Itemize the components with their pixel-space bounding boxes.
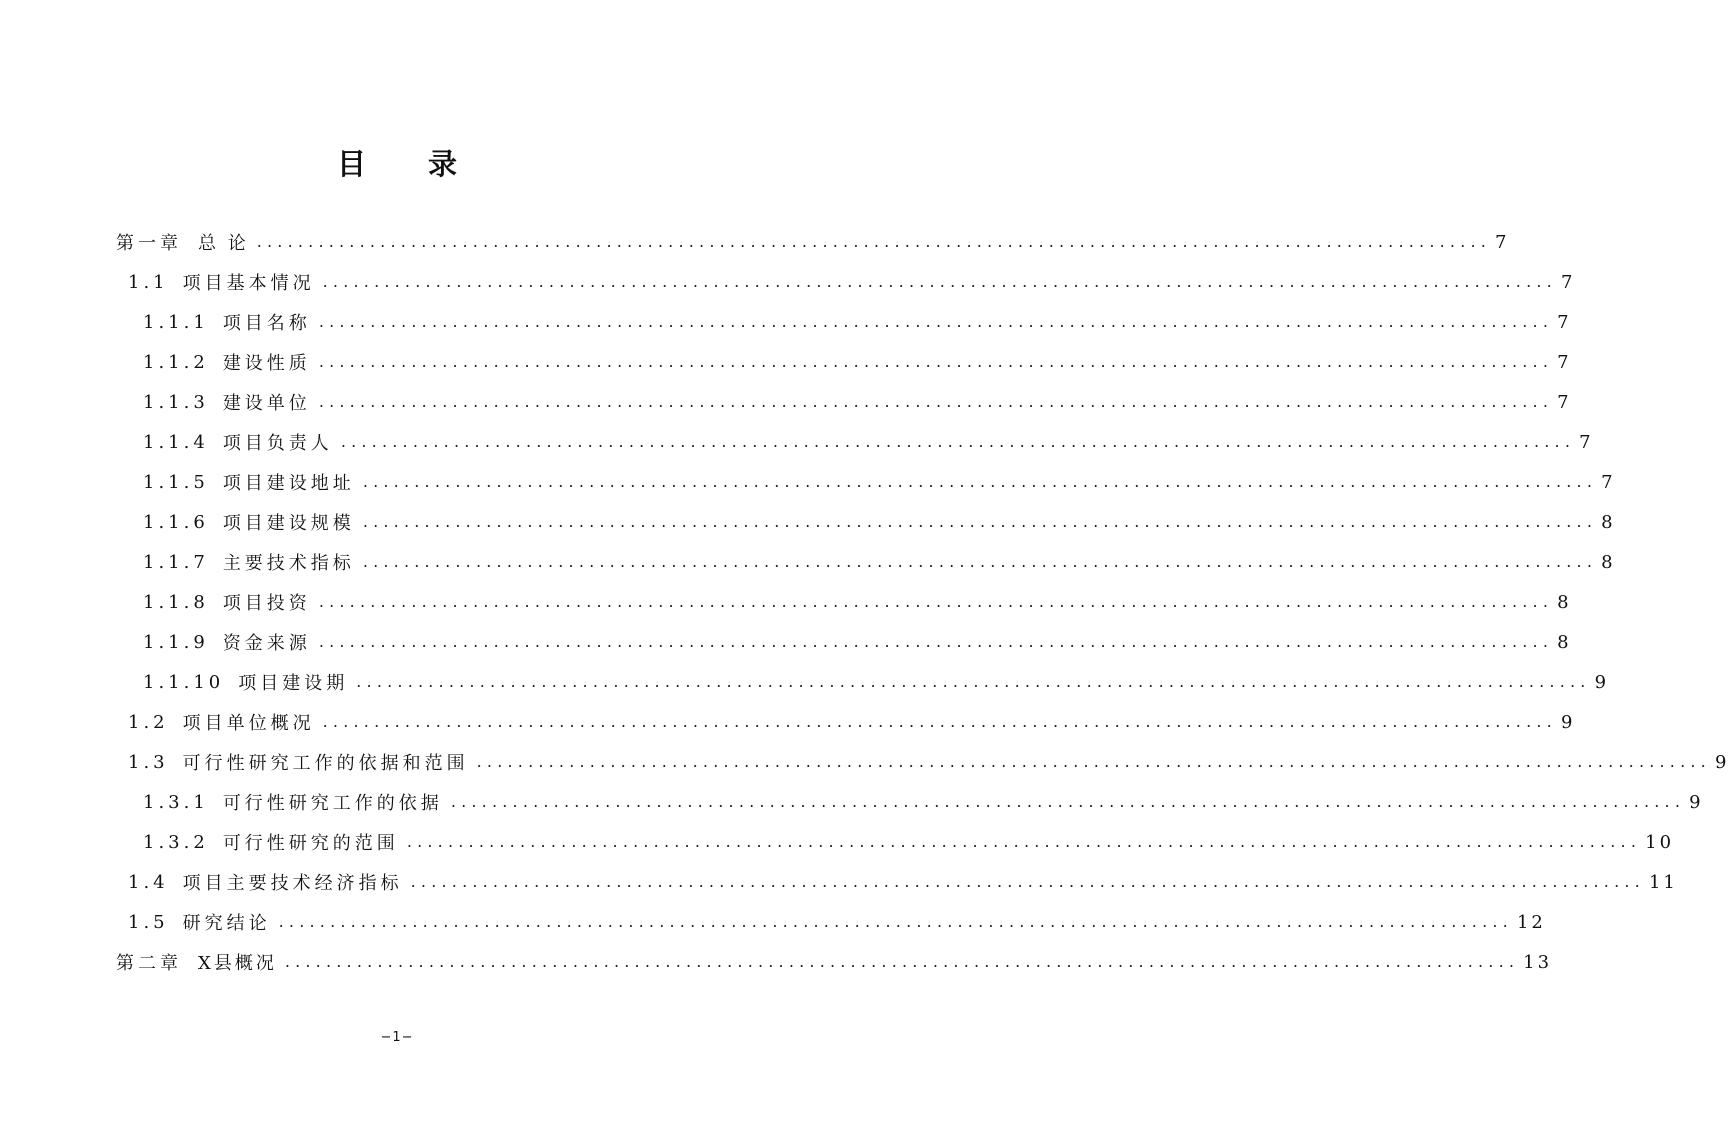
toc-entry-number: 1.5 [128,911,169,933]
toc-entry-page: 7 [1601,471,1616,493]
toc-entry-title: 研究结论 [182,913,271,934]
toc-entry-title: 可行性研究工作的依据 [222,793,443,814]
toc-entry-title: 主要技术指标 [222,553,355,574]
toc-entry-number: 1.1.8 [143,591,209,613]
toc-entry[interactable] [143,822,1675,862]
toc-entry-number: 第二章 [116,953,182,974]
toc-leader-dots: ........................................................................................................................ [318,312,1554,331]
toc-entry-page: 11 [1648,871,1678,893]
toc-leader-dots: ........................................................................................................................ [340,432,1576,451]
toc-entry-title: 项目建设地址 [222,473,355,494]
toc-entry-title: 可行性研究工作的依据和范围 [182,753,469,774]
toc-leader-dots: ........................................................................................................................ [450,792,1686,811]
toc-entry[interactable] [143,342,1572,382]
toc-entry-title: 资金来源 [222,633,311,654]
toc-entry-number: 1.1.1 [143,311,209,333]
toc-entry-number: 第一章 [116,233,182,254]
toc-entry-page: 8 [1557,631,1572,653]
toc-entry-title: X县概况 [198,953,277,974]
toc-entry-page: 8 [1601,511,1616,533]
toc-entry-number: 1.1.2 [143,351,209,373]
toc-leader-dots: ........................................................................................................................ [476,752,1711,771]
toc-entry-page: 8 [1557,591,1572,613]
toc-entry-page: 7 [1557,351,1572,373]
toc-entry[interactable] [128,902,1546,942]
toc-entry[interactable] [116,222,1510,262]
toc-entry-page: 7 [1557,391,1572,413]
toc-entry[interactable] [128,262,1576,302]
toc-entry-title: 项目建设规模 [222,513,355,534]
toc-leader-dots: ........................................................................................................................ [362,472,1598,491]
toc-entry-number: 1.4 [128,871,169,893]
toc-entry-title: 项目单位概况 [182,713,315,734]
toc-entry-number: 1.1.10 [143,671,225,693]
toc-leader-dots: ........................................................................................................................ [362,512,1598,531]
toc-entry[interactable] [143,582,1572,622]
toc-entry-page: 7 [1560,271,1576,293]
toc-entry-number: 1.1.7 [143,551,209,573]
toc-entry-number: 1.1.6 [143,511,209,533]
toc-entry-page: 8 [1601,551,1616,573]
toc-entry-page: 7 [1579,431,1594,453]
toc-entry-title: 项目建设期 [238,673,349,694]
toc-entry-title: 项目名称 [222,313,311,334]
toc-entry-title: 项目主要技术经济指标 [182,873,403,894]
toc-entry-number: 1.2 [128,711,169,733]
toc-entry-page: 9 [1594,671,1610,693]
toc-entry-number: 1.1.4 [143,431,209,453]
toc-leader-dots: ........................................................................................................................ [356,672,1591,691]
toc-leader-dots: ........................................................................................................................ [362,552,1598,571]
toc-entry-title: 建设单位 [222,393,311,414]
toc-leader-dots: ........................................................................................................................ [256,232,1492,251]
toc-entry-number: 1.3.1 [143,791,209,813]
toc-entry-page: 7 [1495,231,1510,253]
toc-entry-page: 7 [1557,311,1572,333]
toc-entry-title: 总 论 [198,233,249,254]
toc-leader-dots: ........................................................................................................................ [322,712,1557,731]
toc-leader-dots: ........................................................................................................................ [322,272,1557,291]
toc-entry[interactable] [143,382,1572,422]
toc-entry[interactable] [143,302,1572,342]
toc-entry-page: 13 [1523,951,1553,973]
page-title: 目 录 [336,147,484,181]
toc-leader-dots: ........................................................................................................................ [318,392,1554,411]
toc-entry-title: 项目负责人 [222,433,333,454]
toc-entry-page: 10 [1645,831,1675,853]
toc-entry[interactable] [128,862,1678,902]
toc-entry[interactable] [143,782,1704,822]
toc-entry-number: 1.1.9 [143,631,209,653]
toc-entry-number: 1.3.2 [143,831,209,853]
toc-leader-dots: ........................................................................................................................ [410,872,1645,891]
toc-entry[interactable] [128,742,1729,782]
page-number-footer: −1− [380,1030,414,1045]
toc-entry-number: 1.1.3 [143,391,209,413]
toc-entry[interactable] [143,462,1616,502]
toc-leader-dots: ........................................................................................................................ [318,592,1554,611]
toc-entry-title: 项目投资 [222,593,311,614]
toc-leader-dots: ........................................................................................................................ [284,952,1520,971]
toc-entry-page: 9 [1689,791,1704,813]
toc-entry[interactable] [143,502,1616,542]
toc-entry[interactable] [143,662,1610,702]
toc-entry[interactable] [143,422,1594,462]
toc-entry-page: 12 [1516,911,1546,933]
toc-entry[interactable] [143,622,1572,662]
toc-leader-dots: ........................................................................................................................ [318,632,1554,651]
toc-leader-dots: ........................................................................................................................ [318,352,1554,371]
toc-entry[interactable] [116,942,1553,982]
toc-entry-page: 9 [1714,751,1729,773]
toc-entry-title: 项目基本情况 [182,273,315,294]
toc-entry-page: 9 [1560,711,1576,733]
toc-leader-dots: ........................................................................................................................ [278,912,1513,931]
toc-entry-number: 1.1 [128,271,169,293]
toc-entry-title: 建设性质 [222,353,311,374]
toc-entry[interactable] [128,702,1576,742]
toc-entry-number: 1.3 [128,751,169,773]
toc-entry-number: 1.1.5 [143,471,209,493]
toc-entry[interactable] [143,542,1616,582]
toc-leader-dots: ........................................................................................................................ [406,832,1642,851]
toc-entry-title: 可行性研究的范围 [222,833,399,854]
